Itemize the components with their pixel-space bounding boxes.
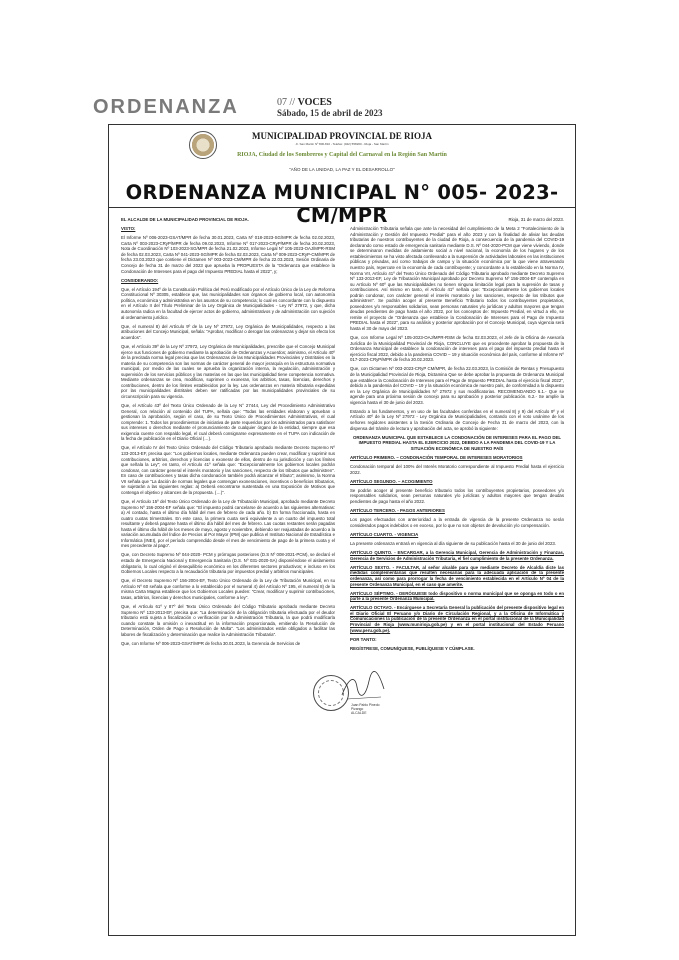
left-column-paragraph: Que, el numeral 8) del Artículo 9º de la Ley Nº 27972, Ley Orgánica de Municipalidades, respecto a las atribuciones del Concejo Municipal, señala: "Aprobar, modificar o derogar las ordenanzas y dejar sin efecto los acuerdos".	[121, 323, 335, 340]
left-column-paragraph: CONSIDERANDO:	[121, 277, 159, 283]
page-header	[93, 96, 613, 120]
left-column-paragraph: VISTO:	[121, 226, 136, 232]
signer-role: ALCALDE	[351, 711, 367, 716]
section-title: ORDENANZA	[93, 96, 239, 118]
right-column-paragraph: Se podrán acoger al presente beneficio tributario todos los contribuyentes propietarios, poseedores y/o responsables solidarios, sean personas naturales y/o jurídicas y adultos mayores que tengan deudas pendientes de pago hasta el año 2022.	[350, 487, 564, 504]
right-column-paragraph: Estando a los fundamentos, y en uso de las facultades conferidas en el numeral 8) y 9) del Artículo 9º y el Artículo 40º de la Ley Nº 27972 - Ley Orgánica de Municipalidades, contando con el voto unánime de los señores regidores asistentes a la Sesión Ordinaria de Concejo de Fecha 31 de marzo del 2023, con la dispensa del trámite de lectura y aprobación del acta, se aprobó la siguiente:	[350, 408, 564, 431]
left-column-paragraph: Que, con Decreto Supremo Nº 044-2020- PCM y prórrogas posteriores (D.S Nº 008-2021-PCM), se declaró el estado de Emergencia Nacional y Emergencia Sanitaria (D.S. Nº 031-2020-SA) disponiéndose el aislamiento obligatorio, lo cual originó el desequilibrio económico en los diferentes sectores productivos; e incluso en los Gobiernos Locales respecto a la recaudación tributaria por impuestos predial y arbitrios municipales.	[121, 552, 335, 575]
right-column-paragraph: POR TANTO:	[350, 636, 377, 642]
left-column-paragraph: Que, el Artículo 194º de la Constitución Política del Perú modificado por el Artículo Único de la Ley de Reforma Constitucional Nº 30305, establece que, las municipalidades son órganos de gobierno local, con autonomía política, económica y administrativa en los asuntos de su competencia; lo cual es concordante con lo dispuesto en el Artículo II del Título Preliminar de la Ley Orgánica de Municipalidades - Ley Nº 27972, y que, dicha autonomía radica en la facultad de ejercer actos de gobierno, administrativos y de administración con sujeción al ordenamiento jurídico.	[121, 286, 335, 320]
publication-name: VOCES	[297, 97, 332, 108]
right-column-paragraph: ARTÍCULO PRIMERO. – CONDONACIÓN TEMPORAL DE INTERESES MORATORIOS	[350, 454, 523, 460]
left-column-paragraph: Que, el Artículo 39º de la Ley Nº 27972, Ley Orgánica de Municipalidades, prescribe que el Concejo Municipal ejerce sus funciones de gobierno mediante la aprobación de Ordenanzas y Acuerdos; asimismo, el Artículo 40º de la precitada norma legal precisa que las Ordenanzas de las Municipalidades Provinciales y Distritales en la materia de su competencia son las normas de carácter general de mayor jerarquía en la estructura normativa municipal, por medio de las cuales se aprueba la organización interna, la regulación, administración y supervisión de los servicios públicos y las materias en las que las municipalidad tiene competencia normativa. Mediante ordenanzas se crea, modifican, suprimen o exoneran, los arbitrios, tasas, licencias, derechos y contribuciones, dentro de los límites establecidos por la ley. Las ordenanzas en materia tributaria expedidas por las municipalidades distritales deben ser ratificadas por las municipalidades provinciales de su circunscripción para su vigencia.	[121, 343, 335, 399]
left-column-paragraph: Que, el Decreto Supremo Nº 156-2004-EF, Texto Único Ordenado de la Ley de Tributación Municipal, en su Artículo Nº 60 señala que conforme a lo establecido por el numeral 4) del Artículo Nº 195, el numeral 8) de la misma Carta Magna establece que los Gobiernos Locales pueden: "Crear, modificar y suprimir contribuciones, tasas, arbitrios, licencias y derechos municipales, conforme a ley".	[121, 578, 335, 600]
signature-block	[313, 665, 387, 723]
right-column-paragraph: Que, con Informe Legal Nº 105-2023-OAJ/MPR-RSM de fecha 02.03.2023, el Jefe de la Oficina de Asesoría Jurídica de la Municipalidad Provincial de Rioja, CONCLUYE que es procedente aprobar la propuesta de la Ordenanza Municipal de establece la condonación de intereses para el pago del impuesto predial hasta el ejercicio fiscal 2022, debido a la pandemia COVID – 19 y situación económica del país, conforme al Informe Nº 017-2023-CRyP/MPR de fecha 20.02.2023.	[350, 335, 564, 363]
right-column-paragraph: ARTÍCULO SÉPTIMO. - DERÓGUESE todo dispositivo o norma municipal que se oponga en todo o en parte a la presente Ordenanza Municipal.	[350, 590, 564, 602]
right-column	[350, 217, 564, 655]
left-column	[121, 217, 335, 650]
right-column-paragraph: ARTÍCULO SEXTO. - FACULTAR, al señor alcalde para que mediante Decreto de Alcaldía dicte las medidas complementarias que resulten necesarias para la adecuada aplicación de la presente ordenanza, así como para prorrogar la fecha de vencimiento establecida en el Artículo Nº 04 de la presente Ordenanza Municipal, en el caso que amerite.	[350, 564, 564, 587]
municipality-contact: Jr. San Martín Nº 806-810 - Telefax: (042) 558200 - Rioja - San Martín	[295, 142, 389, 146]
ordinance-title: ORDENANZA MUNICIPAL N° 005- 2023-CM/MPR	[125, 181, 559, 227]
right-column-paragraph: ARTÍCULO OCTAVO. - Encárguese a Secretaría General la publicación del presente dispositivo legal en el Diario Oficial El Peruano y/o Diario de Circulación Regional, y a la Oficina de Informática y Comunicaciones la publicación de la presente Ordenanza en el portal institucional de la Municipalidad Provincial de Rioja (www.munirioja.gob.pe) y en el portal institucional del Estado Peruano (www.peru.gob.pe).	[350, 605, 564, 633]
right-column-paragraph: Condonación temporal del 100% del Interés Moratorio correspondiente al Impuesto Predial hasta el ejercicio 2022.	[350, 464, 564, 475]
right-column-paragraph: ORDENANZA MUNICIPAL QUE ESTABLECE LA CONDONACIÓN DE INTERESES PARA EL PAGO DEL IMPUESTO PREDIAL HASTA EL EJERCICIO 2022, DEBIDO A LA PANDEMIA DEL COVID-19 Y LA SITUACIÓN ECONÓMICA DE NUESTRO PAÍS	[352, 434, 562, 451]
letterhead	[109, 125, 575, 181]
municipality-name: MUNICIPALIDAD PROVINCIAL DE RIOJA	[251, 131, 433, 141]
city-motto: RIOJA, Ciudad de los Sombreros y Capital del Carnaval en la Región San Martín	[237, 152, 447, 158]
left-column-paragraph: Que, el Artículo 61º y 87º del Texto Único Ordenado del Código Tributario aprobado mediante Decreto Supremo Nº 133-2013-EF, precisa que: "La determinación de la obligación tributaria efectuada por el deudor tributario está sujeta a fiscalización o verificación por la Administración Tributaria, la que podrá modificarla cuando constate la omisión o inexactitud en la información proporcionada, emitiendo la Resolución de Determinación, Orden de Pago o Resolución de Multa". "Los administrados están obligados a facilitar las labores de fiscalización y determinación que realice la Administración Tributaria".	[121, 604, 335, 637]
page-number: 07	[277, 97, 287, 108]
handwritten-signature-icon	[339, 669, 387, 703]
right-column-paragraph: ARTÍCULO CUARTO. - VIGENCIA	[350, 531, 419, 537]
right-column-paragraph: REGÍSTRESE, COMUNÍQUESE, PUBLÍQUESE Y CÚMPLASE.	[350, 645, 475, 651]
right-column-paragraph: ARTÍCULO TERCERO. - PAGOS ANTERIORES	[350, 508, 445, 514]
signature-caption	[351, 703, 387, 716]
page-info: 07 // VOCES	[277, 97, 332, 108]
left-column-paragraph: Que, el Artículo 15º del Texto Único Ordenado de la Ley de Tributación Municipal, aprobado mediante Decreto Supremo Nº 156-2004-EF señala que: "El impuesto podrá cancelarse de acuerdo a las siguientes alternativas: a) Al contado, hasta el último día hábil del mes de febrero de cada año. b) En forma fraccionada, hasta en cuatro cuotas trimestrales. En este caso, la primera cuota será equivalente a un cuarto del impuesto total resultante y deberá pagarse hasta el último día hábil del mes de febrero. Las cuotas restantes serán pagadas hasta el último día hábil de los meses de mayo, agosto y noviembre, debiendo ser reajustadas de acuerdo a la variación acumulada del Índice de Precios al Por Mayor (IPM) que publica el Instituto Nacional de Estadística e Informática (INEI), por el período comprendido desde el mes de vencimiento de pago de la primera cuota y el mes precedente al pago".	[121, 498, 335, 549]
left-column-paragraph: EL ALCALDE DE LA MUNICIPALIDAD PROVINCIAL DE RIOJA.	[121, 217, 249, 222]
right-column-paragraph: Que, con Dictamen Nº 003-2023-CRyP CM/MPR, de fecha 22.03.2023, la Comisión de Rentas y Presupuesto de la Municipalidad Provincial de Rioja, Dictamina Que se debe aprobar la propuesta de Ordenanza Municipal que establece la Condonación de Intereses para el Pago de Impuesto PREDIAL hasta el ejercicio fiscal 2022", debido a la pandemia del COVID – 19 y la situación económica de nuestro país, de conformidad a lo dispuesto en la Ley Orgánica de Municipalidades Nº 27972 y sus modificatorias. RECOMENDANDO 6.1.- Que se agende para una próxima sesión de concejo para su aprobación y posterior publicación. 6.2.- Se amplíe la vigencia hasta el 30 de junio del 2023.	[350, 366, 564, 405]
left-column-paragraph: Que, con Informe Nº 006-2023-GSAT/MPR de fecha 30.01.2023, la Gerencia de Servicios de	[121, 640, 301, 646]
right-column-paragraph: Los pagos efectuados con anterioridad a la entrada de vigencia de la presente Ordenanza no serán considerados pagos indebidos o en exceso, por lo que no son objetos de devolución y/o compensación.	[350, 517, 564, 528]
right-column-paragraph: Administración Tributaria señala que ante la necesidad del cumplimiento de la Meta 2 "Fortalecimiento de la Administración y Gestión del Impuesto Predial" para el año 2023 y con la finalidad de aliviar las deudas tributarias de nuestros contribuyentes de la ciudad de Rioja, a consecuencia de la pandemia del COVID-19 declarando como estado de emergencia sanitaria mediante D.S. Nº 044-2020-PCM que viene viviendo, donde se determinaron medidas de aislamiento social a nivel nacional, la economía de los hogares y de los establecimientos se ha visto afectada conllevando a la suspensión de actividades laborales en las instituciones públicas y privadas, así como trabajos de campo y la situación económica por la que viene atravesando nuestro país, repercute en la economía de cada contribuyente; y concordante a lo establecido en la Norma IV, Norma VII, Artículo 41º del Texto Único Ordenado del Código Tributario aprobado mediante Decreto Supremo Nº 133-2013-EF, Ley de Tributación Municipal aprobado por Decreto Supremo Nº 156-2004-EF contempla en su Artículo Nº 60º que las Municipalidades no tienen ninguna limitación legal para la supresión de tasas y contribuciones. Así mismo en tanto, el Artículo 41º señala que: "Excepcionalmente los gobiernos locales podrán condonar, con carácter general el interés moratorio y las sanciones, respecto de los tributos que administren". Se podrán acoger al presente Beneficio Tributario todos los contribuyentes propietarios, poseedores y/o responsables solidarios, sean personas naturales y/o jurídicas y adultos mayores que tengan deudas pendientes de pago hasta el año 2022, por los conceptos de: Impuesto Predial, en virtud a ello, se remite el proyecto de "Ordenanza que establece la Condonación de Intereses para el Pago de Impuesto PREDIAL hasta el 2022", para su análisis y posterior aprobación por el Concejo Municipal, cuya vigencia será hasta el 30 de mayo del 2023.	[350, 226, 564, 331]
year-motto: "AÑO DE LA UNIDAD, LA PAZ Y EL DESARROLLO"	[289, 167, 395, 172]
left-column-paragraph: Que, el Artículo 43º del Texto Único Ordenado de la Ley N° 27444, Ley del Procedimiento Administrativo General, con relación al contenido del TUPA, señala que: "Todas las entidades elaboran y aprueban o gestionan la aprobación, según el caso, de su Texto Único de Procedimientos Administrativos, el cual comprende: 1. Todos los procedimientos de iniciativa de parte requeridos por los administrados para satisfacer sus intereses o derechos mediante el pronunciamiento de cualquier órgano de la entidad, siempre que esa exigencia cuente con respaldo legal, el cual deberá consignarse expresamente en el TUPA con indicación de la fecha de publicación en el Diario Oficial (…).	[121, 403, 335, 442]
left-column-paragraph: Que, el Artículo IV del Texto Único Ordenado del Código Tributario aprobado mediante Decreto Supremo Nº 133-2013-EF, precisa que: "Los gobiernos locales, mediante Ordenanza pueden crear, modificar y suprimir sus contribuciones, arbitrios, derechos y licencias o exonerar de ellos, dentro de su jurisdicción y con los límites que señala la Ley"; en tanto, el Artículo 41º señala que: "Excepcionalmente los gobiernos locales podrán condonar, con carácter general el interés moratorio y las sanciones, respecto de los tributos que administren". En caso de contribuciones y tasas dicha condonación también podrá alcanzar el tributo"; asimismo, la Norma VII señala que "La dación de normas legales que contengan exoneraciones, incentivos o beneficios tributarios, se sujetarán a las siguientes reglas: a) Deberá encontrarse sustentada en una Exposición de Motivos que contenga el objetivo y alcances de la propuesta. (…)".	[121, 445, 335, 495]
left-column-paragraph: El Informe Nº 006-2023-GSAT/MPR de fecha 30.01.2023, Carta Nº 018-2023-SG/MPR de fecha 02.02.2023, Carta Nº 003-2023-CRyP/MPR de fecha 09.02.2023, Informe Nº 017-2023-CRyP/MPR de fecha 20.02.2023, Nota de Coordinación Nº 103-2023-SG/MPR de fecha 21.02.2023, Informe Legal Nº 105-2023-OAJ/MPR-RSM de fecha 02.03.2023, Carta Nº 041-2023-SG/MPR de fecha 02.03.2023, Carta Nº 009-2023-CRyP-CM/MPR de fecha 23.03.2023 que contiene el Dictamen Nº 003-2023-CM/MPR de fecha 22.03.2023, Sesión Ordinaria de Concejo de fecha 31 de marzo del 2023 que aprueba la PROPUESTA de la "Ordenanza que establece la Condonación de Intereses para el pago del Impuesto PREDIAL hasta el 2022", y;	[121, 235, 335, 274]
right-column-paragraph: La presente ordenanza entrará en vigencia al día siguiente de su publicación hasta el 30 de junio del 2023.	[350, 541, 556, 547]
ordinance-frame	[108, 124, 576, 936]
right-column-paragraph: Rioja, 31 de marzo del 2023.	[508, 217, 564, 222]
signer-name: Juan Pablo Pinedo Pizango	[351, 703, 380, 712]
title-divider	[109, 207, 575, 208]
right-column-paragraph: ARTÍCULO QUINTO. - ENCARGAR, a la Gerencia Municipal, Gerencia de Administración y Finanzas, Gerencia de Servicios de Administración Tributaria, el fiel cumplimiento de la presente Ordenanza.	[350, 550, 564, 561]
right-column-paragraph: ARTÍCULO SEGUNDO. – ACOGIMIENTO	[350, 478, 433, 484]
publication-date: Sábado, 15 de abril de 2023	[277, 108, 383, 118]
